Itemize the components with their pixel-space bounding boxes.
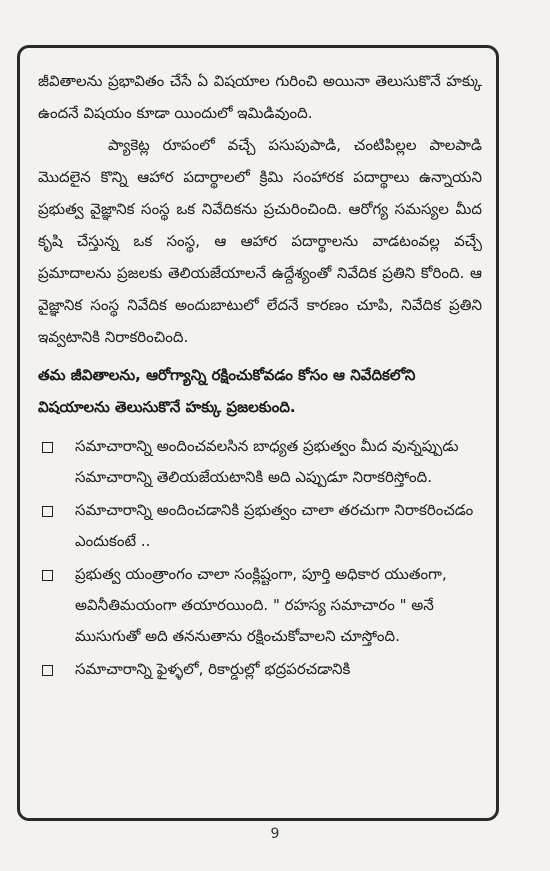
bullet-list <box>38 431 482 685</box>
list-item-text: ప్రభుత్వ యంత్రాంగం చాలా సంక్లిష్టంగా, పూర్తి అధికార యుతంగా, అవినీతిమయంగా తయారయింది. " రహస్య సమాచారం " అనే ముసుగుతో అది తననుతాను రక్షించుకోవాలని చూస్తోంది. <box>75 565 447 645</box>
list-item-text: సమాచారాన్ని ఫైళ్ళలో, రికార్డుల్లో భద్రపరచడానికి <box>75 660 351 678</box>
list-item <box>38 495 482 557</box>
bold-statement: తమ జీవితాలను, ఆరోగ్యాన్ని రక్షించుకోవడం కోసం ఆ నివేదికలోని విషయాలను తెలుసుకొనే హక్కు ప్రజలకుంది. <box>38 366 416 416</box>
list-item <box>38 559 482 652</box>
page-frame <box>17 45 499 821</box>
checkbox-square-icon <box>42 570 53 581</box>
page-number: 9 <box>270 826 280 842</box>
list-item <box>38 654 482 685</box>
checkbox-square-icon <box>42 665 53 676</box>
checkbox-square-icon <box>42 442 53 453</box>
list-item-text: సమాచారాన్ని అందించవలసిన బాధ్యత ప్రభుత్వం మీద వున్నప్పుడు సమాచారాన్ని తెలియజేయటానికి అది ఎప్పుడూ నిరాకరిస్తోంది. <box>75 437 459 486</box>
paragraph-2: ప్యాకెట్ల రూపంలో వచ్చే పసుపుపాడి, చంటిపిల్లల పాలపాడి మొదలైన కొన్ని ఆహార పదార్థాలలో క్రిమి సంహారక పదార్థాలు ఉన్నాయని ప్రభుత్వ వైజ్ఞానిక సంస్థ ఒక నివేదికను ప్రచురించింది. ఆరోగ్య సమస్యల మీద కృషి చేస్తున్న ఒక సంస్థ, ఆ ఆహార పదార్థాలను వాడటంవల్ల వచ్చే ప్రమాదాలను ప్రజలకు తెలియజేయాలనే ఉద్దేశ్యంతో నివేదిక ప్రతిని కోరింది. ఆ వైజ్ఞానిక సంస్థ నివేదిక అందుబాటులో లేదనే కారణం చూపి, నివేదిక ప్రతిని ఇవ్వటానికి నిరాకరించింది. <box>38 136 482 346</box>
checkbox-square-icon <box>42 506 53 517</box>
list-item-text: సమాచారాన్ని అందించడానికి ప్రభుత్వం చాలా తరచుగా నిరాకరించడం ఎందుకంటే .. <box>75 501 474 550</box>
list-item <box>38 431 482 493</box>
paragraph-1: జీవితాలను ప్రభావితం చేసే ఏ విషయాల గురించి అయినా తెలుసుకొనే హక్కు ఉందనే విషయం కూడా యిందులో ఇమిడివుంది. <box>38 72 482 122</box>
